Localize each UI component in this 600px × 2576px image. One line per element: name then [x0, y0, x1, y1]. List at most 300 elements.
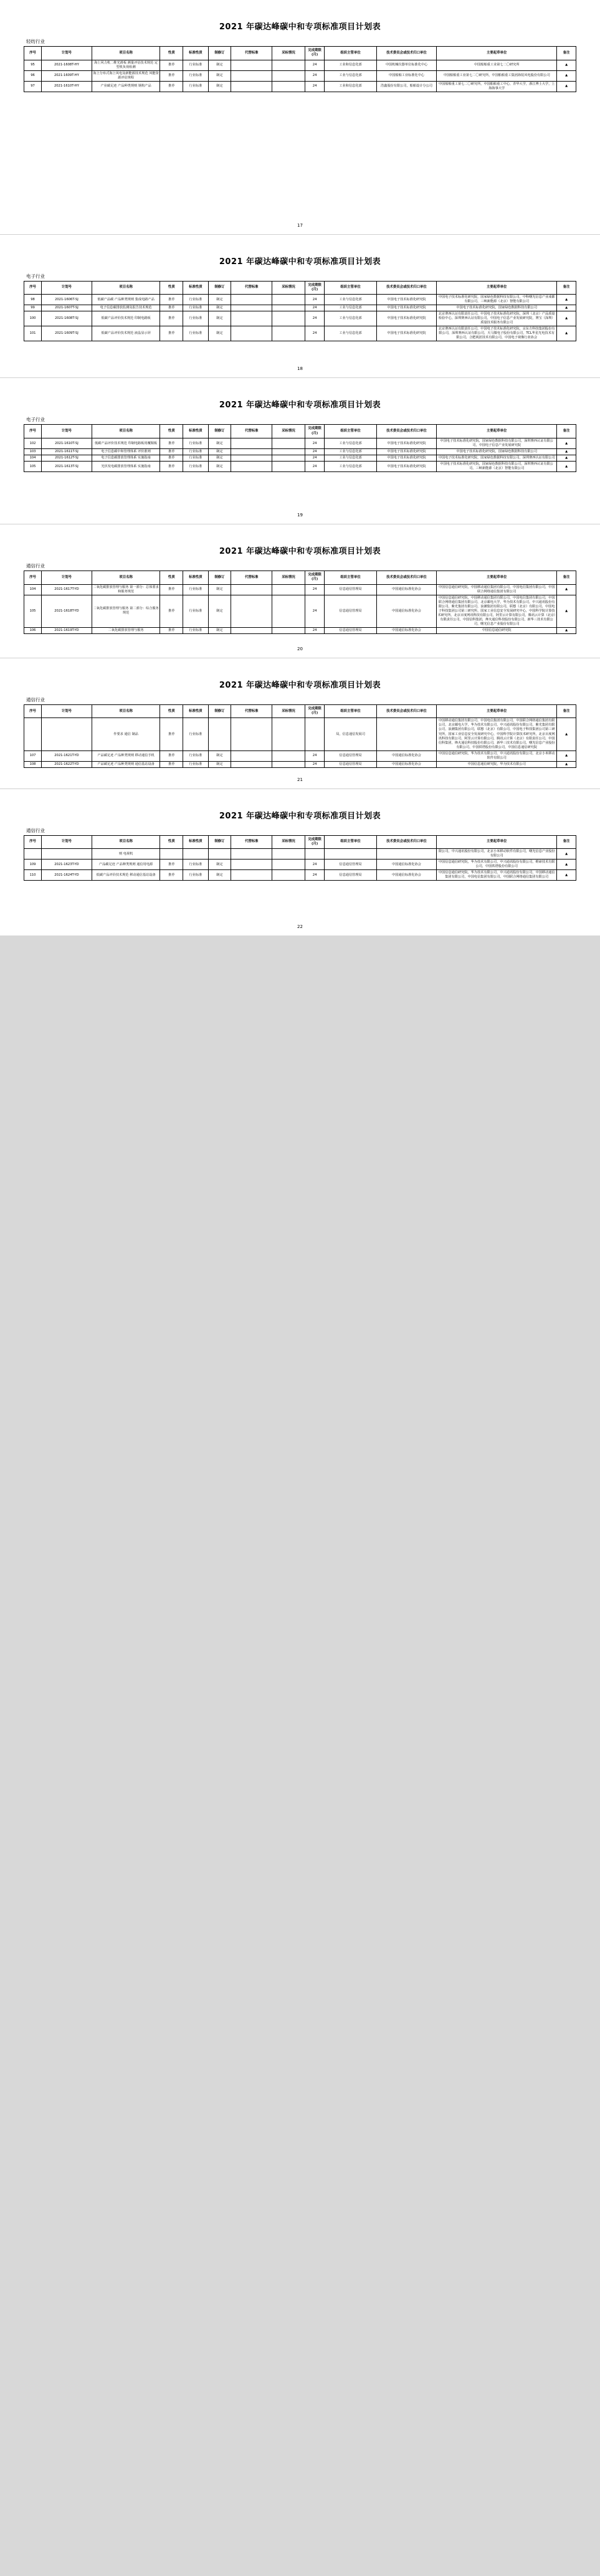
- page-title: 2021 年碳达峰碳中和专项标准项目计划表: [219, 547, 381, 557]
- column-header: 代替标准: [231, 835, 272, 849]
- cell-qixian: 24: [305, 81, 325, 92]
- document-page: [0, 658, 600, 788]
- cell-biaozhun: 行业标准: [183, 305, 208, 311]
- plan-table: [24, 424, 576, 472]
- cell-xingzhi: 推荐: [160, 70, 183, 81]
- cell-name: 电子信息碳排放管理体系 实施指南: [92, 455, 160, 462]
- cell-caibiao: [272, 455, 305, 462]
- cell-daiti: [231, 449, 272, 455]
- cell-name: 低碳产品评价技术规范 液晶显示屏: [92, 326, 160, 341]
- cell-qixian: 24: [305, 455, 325, 462]
- cell-beizhu: ▲: [557, 849, 576, 859]
- page-title: 2021 年碳达峰碳中和专项标准项目计划表: [219, 22, 381, 32]
- cell-xingzhi: 推荐: [160, 595, 183, 627]
- column-header: 标准性质: [183, 281, 208, 295]
- table-header-row: [24, 835, 576, 849]
- column-header: 技术委员会或技术归口单位: [376, 47, 436, 60]
- column-header: 标准性质: [183, 425, 208, 438]
- page-whitespace: [24, 92, 576, 217]
- page-title: 2021 年碳达峰碳中和专项标准项目计划表: [219, 257, 381, 267]
- sector-label: 电子行业: [26, 417, 45, 423]
- cell-qixian: 24: [305, 60, 325, 70]
- sector-label: 通信行业: [26, 827, 45, 833]
- cell-xingzhi: 推荐: [160, 449, 183, 455]
- cell-xingzhi: 推荐: [160, 584, 183, 595]
- cell-seq: 104: [24, 455, 42, 462]
- cell-seq: 96: [24, 70, 42, 81]
- cell-zhixiu: 制定: [208, 627, 231, 633]
- cell-beizhu: ▲: [557, 60, 576, 70]
- column-header: 主要起草单位: [437, 281, 557, 295]
- cell-seq: 102: [24, 438, 42, 449]
- cell-plan-no: 2021-1619T-YD: [42, 627, 92, 633]
- cell-zuzhi: 信息通信管理局: [325, 751, 376, 761]
- column-header: 主要起草单位: [437, 47, 557, 60]
- column-header: 采标情况: [272, 704, 305, 718]
- cell-qicao: 中国船舶重工业第七二〇研究所，中国船舶重工集团海装风电股份有限公司: [437, 70, 557, 81]
- table-row: [24, 70, 576, 81]
- cell-zuzhi: 工业与信息化部: [325, 326, 376, 341]
- plan-table: [24, 835, 576, 881]
- cell-plan-no: 2021-1609T-SJ: [42, 326, 92, 341]
- cell-qicao: 中国移动通信集团有限公司，中国电信集团有限公司，中国联合网络通信集团有限公司，北京邮电大学，华为技术有限公司，中兴通讯股份有限公司，紫光集团有限公司，浪潮集团有限公司，联想（北京）有限公司，中国电子科技集团公司第三研究所，国家工业信息安全发展研究中心，中国科学院计算技术研究所，北京百度网讯科技有限公司，阿里云计算有限公司，腾讯云计算（北京）有限责任公司，中国信科集团，烽火通信科技股份有限公司，新华三技术有限公司，曙光信息产业股份有限公司，中国铁塔股份有限公司，中国信息通信研究院: [437, 718, 557, 751]
- column-header: 组织主管单位: [325, 571, 376, 585]
- cell-xingzhi: 推荐: [160, 859, 183, 870]
- cell-plan-no: [42, 718, 92, 751]
- cell-seq: [24, 849, 42, 859]
- page-number: 20: [297, 646, 303, 651]
- cell-daiti: [231, 311, 272, 326]
- cell-qicao: 中国信息通信研究院，华为技术有限公司，中兴通讯股份有限公司，中国移动通信集团有限公司，中国电信集团有限公司，中国联合网络通信集团有限公司: [437, 870, 557, 881]
- cell-qixian: 24: [305, 311, 325, 326]
- cell-plan-no: 2021-1622T-YD: [42, 761, 92, 767]
- cell-daiti: [231, 462, 272, 472]
- cell-zuzhi: 工业与信息化部: [325, 295, 376, 305]
- table-row: [24, 326, 576, 341]
- cell-zhixiu: 制定: [208, 870, 231, 881]
- cell-seq: 98: [24, 295, 42, 305]
- column-header: 技术委员会或技术归口单位: [376, 835, 436, 849]
- cell-jishu: 中国通信标准化协会: [376, 859, 436, 870]
- cell-seq: 109: [24, 859, 42, 870]
- page-number: 18: [297, 366, 303, 372]
- cell-jishu: [376, 849, 436, 859]
- column-header: 标准性质: [183, 571, 208, 585]
- cell-seq: 104: [24, 584, 42, 595]
- cell-seq: 103: [24, 449, 42, 455]
- column-header: 性质: [160, 281, 183, 295]
- cell-caibiao: [272, 305, 305, 311]
- cell-seq: 110: [24, 870, 42, 881]
- cell-zuzhi: 工业与信息化部: [325, 449, 376, 455]
- cell-jishu: 中国电子技术标准化研究院: [376, 449, 436, 455]
- cell-jishu: 中国电子技术标准化研究院: [376, 438, 436, 449]
- cell-beizhu: ▲: [557, 595, 576, 627]
- document-page: [0, 234, 600, 378]
- cell-zuzhi: 工业与信息化部: [325, 70, 376, 81]
- cell-zuzhi: 工业与信息化部: [325, 438, 376, 449]
- column-header: 性质: [160, 571, 183, 585]
- cell-biaozhun: 行业标准: [183, 627, 208, 633]
- table-row: [24, 859, 576, 870]
- cell-plan-no: 2021-1623T-YD: [42, 859, 92, 870]
- cell-beizhu: ▲: [557, 718, 576, 751]
- column-header: 项目名称: [92, 835, 160, 849]
- cell-qicao: 中国信息通信研究院，华为技术有限公司: [437, 761, 557, 767]
- cell-seq: 106: [24, 627, 42, 633]
- cell-qixian: 24: [305, 751, 325, 761]
- cell-jishu: 中国通信标准化协会: [376, 870, 436, 881]
- column-header: 组织主管单位: [325, 281, 376, 295]
- cell-plan-no: 2021-1608T-HY: [42, 60, 92, 70]
- cell-qicao: 北京赛西认证有限责任公司，中国电子技术标准化研究院，深圳（北京）产品质量检验中心，深圳赛西认证有限公司，中国电子信息产业发展研究院，赛宝（深圳）质量技术服务有限公司: [437, 311, 557, 326]
- cell-zuzhi: 信息通信管理局: [325, 859, 376, 870]
- cell-caibiao: [272, 584, 305, 595]
- cell-plan-no: 2021-1618T-YD: [42, 595, 92, 627]
- cell-zhixiu: 制定: [208, 859, 231, 870]
- cell-jishu: 中国电子技术标准化研究院: [376, 326, 436, 341]
- cell-biaozhun: 行业标准: [183, 70, 208, 81]
- cell-jishu: 中国电子技术标准化研究院: [376, 311, 436, 326]
- cell-name: 二氧化碳排放管理与服务: [92, 627, 160, 633]
- cell-beizhu: ▲: [557, 326, 576, 341]
- column-header: 项目名称: [92, 47, 160, 60]
- column-header: 标准性质: [183, 47, 208, 60]
- cell-caibiao: [272, 60, 305, 70]
- column-header: 序号: [24, 704, 42, 718]
- column-header: 性质: [160, 425, 183, 438]
- table-row: [24, 718, 576, 751]
- cell-qixian: 24: [305, 595, 325, 627]
- table-header-row: [24, 281, 576, 295]
- cell-jishu: 中国电子技术标准化研究院: [376, 455, 436, 462]
- column-header: 序号: [24, 835, 42, 849]
- cell-biaozhun: 行业标准: [183, 295, 208, 305]
- column-header: 组织主管单位: [325, 47, 376, 60]
- table-row: [24, 81, 576, 92]
- column-header: 技术委员会或技术归口单位: [376, 704, 436, 718]
- cell-plan-no: 2021-1610T-HY: [42, 81, 92, 92]
- cell-name: 电子信息碳中和管理体系 评价准则: [92, 449, 160, 455]
- cell-zhixiu: 制定: [208, 438, 231, 449]
- page-number: 19: [297, 513, 303, 518]
- column-header: 采标情况: [272, 425, 305, 438]
- cell-name: 低碳产品碳 产品种类规则 集成电路产品: [92, 295, 160, 305]
- cell-xingzhi: 推荐: [160, 438, 183, 449]
- table-row: [24, 627, 576, 633]
- cell-jishu: 中国船舶工业标准化中心: [376, 70, 436, 81]
- column-header: 完成期限(月): [305, 47, 325, 60]
- cell-qicao: 中国电子技术标准化研究院，国家绿色数据科技有限公司: [437, 449, 557, 455]
- cell-zuzhi: 工业和信息化部: [325, 60, 376, 70]
- column-header: 代替标准: [231, 425, 272, 438]
- table-row: [24, 438, 576, 449]
- cell-xingzhi: 推荐: [160, 311, 183, 326]
- column-header: 技术委员会或技术归口单位: [376, 425, 436, 438]
- cell-biaozhun: 行业标准: [183, 455, 208, 462]
- page-number: 21: [297, 777, 303, 782]
- cell-biaozhun: 行业标准: [183, 462, 208, 472]
- cell-beizhu: ▲: [557, 761, 576, 767]
- cell-zuzhi: 工业和信息化部: [325, 81, 376, 92]
- cell-daiti: [231, 627, 272, 633]
- cell-qixian: 24: [305, 305, 325, 311]
- cell-qixian: 24: [305, 870, 325, 881]
- document-page: [0, 524, 600, 658]
- cell-zhixiu: 制定: [208, 60, 231, 70]
- column-header: 组织主管单位: [325, 835, 376, 849]
- cell-zuzhi: 局，信息通信发展司: [325, 718, 376, 751]
- cell-daiti: [231, 718, 272, 751]
- cell-jishu: 浩鑫股份有限公司，船舶设计分公司: [376, 81, 436, 92]
- table-row: [24, 751, 576, 761]
- cell-jishu: 中国电子技术标准化研究院: [376, 305, 436, 311]
- cell-qicao: 中国电子技术标准化研究院，国家绿色数据科技有限公司，深圳赛西认证有限公司，三峡新能源（北京）智能有限公司: [437, 462, 557, 472]
- cell-plan-no: 2021-1609T-HY: [42, 70, 92, 81]
- cell-name: 低碳产品评价技术规范 移动通信基站设备: [92, 870, 160, 881]
- cell-beizhu: ▲: [557, 455, 576, 462]
- column-header: 组织主管单位: [325, 704, 376, 718]
- table-row: [24, 449, 576, 455]
- cell-beizhu: ▲: [557, 311, 576, 326]
- cell-biaozhun: 行业标准: [183, 60, 208, 70]
- cell-biaozhun: 行业标准: [183, 761, 208, 767]
- cell-beizhu: ▲: [557, 627, 576, 633]
- table-header-row: [24, 47, 576, 60]
- column-header: 序号: [24, 571, 42, 585]
- cell-jishu: 中国电子技术标准化研究院: [376, 295, 436, 305]
- cell-beizhu: ▲: [557, 584, 576, 595]
- cell-qixian: 24: [305, 326, 325, 341]
- cell-xingzhi: 推荐: [160, 295, 183, 305]
- page-number: 22: [297, 924, 303, 930]
- cell-xingzhi: 推荐: [160, 81, 183, 92]
- cell-daiti: [231, 849, 272, 859]
- cell-qicao: 中国信息通信研究院，华为技术有限公司，中兴通讯股份有限公司，北京小米移动软件有限公司: [437, 751, 557, 761]
- cell-seq: [24, 718, 42, 751]
- cell-plan-no: 2021-1608T-SJ: [42, 311, 92, 326]
- cell-qicao: 限公司，中兴通讯股份有限公司，北京小米移动软件有限公司，曙光信息产业股份有限公司: [437, 849, 557, 859]
- column-header: 序号: [24, 425, 42, 438]
- cell-caibiao: [272, 326, 305, 341]
- cell-jishu: 中国通信标准化协会: [376, 761, 436, 767]
- cell-caibiao: [272, 627, 305, 633]
- cell-xingzhi: 推荐: [160, 718, 183, 751]
- cell-biaozhun: 行业标准: [183, 870, 208, 881]
- cell-qixian: 24: [305, 295, 325, 305]
- table-row: [24, 295, 576, 305]
- column-header: 计划号: [42, 704, 92, 718]
- cell-daiti: [231, 751, 272, 761]
- column-header: 代替标准: [231, 47, 272, 60]
- page-title: 2021 年碳达峰碳中和专项标准项目计划表: [219, 680, 381, 690]
- cell-jishu: 中国机械仪器单位标准化中心: [376, 60, 436, 70]
- cell-name: 产业碳足迹 产品种类规则 钢构产品: [92, 81, 160, 92]
- cell-qicao: 中国信息通信研究院，华为技术有限公司，中兴通讯股份有限公司，维谛技术有限公司，中国铁塔股份有限公司: [437, 859, 557, 870]
- document-page: [0, 0, 600, 234]
- column-header: 标准性质: [183, 704, 208, 718]
- cell-name: 海上分布式海上风电及新能源技术规范 风能资源评估规程: [92, 70, 160, 81]
- cell-biaozhun: 行业标准: [183, 449, 208, 455]
- page-number: 17: [297, 222, 303, 228]
- document-root: [0, 0, 600, 935]
- cell-biaozhun: 行业标准: [183, 751, 208, 761]
- cell-zhixiu: [208, 849, 231, 859]
- cell-name: 产品碳足迹 产品种类规则 移动通信手机: [92, 751, 160, 761]
- cell-plan-no: [42, 849, 92, 859]
- cell-biaozhun: 行业标准: [183, 584, 208, 595]
- cell-biaozhun: 行业标准: [183, 595, 208, 627]
- cell-biaozhun: 行业标准: [183, 859, 208, 870]
- cell-xingzhi: 推荐: [160, 60, 183, 70]
- cell-seq: 95: [24, 60, 42, 70]
- plan-table: [24, 46, 576, 92]
- column-header: 代替标准: [231, 281, 272, 295]
- cell-name: 海上风力机二维光滑板 测量评估技术规范 定型机负荷检测: [92, 60, 160, 70]
- cell-daiti: [231, 326, 272, 341]
- cell-zhixiu: 制定: [208, 305, 231, 311]
- cell-biaozhun: 行业标准: [183, 718, 208, 751]
- cell-beizhu: ▲: [557, 295, 576, 305]
- cell-zuzhi: 工业与信息化部: [325, 305, 376, 311]
- cell-qicao: 中国电子技术标准化研究院，国家绿色数据科技有限公司，深圳赛西认证有限公司，中国电子信息产业发展研究院: [437, 438, 557, 449]
- table-row: [24, 761, 576, 767]
- cell-seq: 99: [24, 305, 42, 311]
- cell-seq: 97: [24, 81, 42, 92]
- cell-zhixiu: 制定: [208, 81, 231, 92]
- cell-zhixiu: 制定: [208, 70, 231, 81]
- cell-daiti: [231, 70, 272, 81]
- cell-qicao: 中国电子技术标准化研究院，国家绿色数据科技有限公司，中科曙光信息产业成都有限公司，三峡新能源（北京）智能有限公司: [437, 295, 557, 305]
- column-header: 制修订: [208, 704, 231, 718]
- plan-table: [24, 571, 576, 634]
- document-page: [0, 788, 600, 936]
- cell-beizhu: ▲: [557, 462, 576, 472]
- cell-zhixiu: 制定: [208, 595, 231, 627]
- cell-daiti: [231, 859, 272, 870]
- cell-daiti: [231, 81, 272, 92]
- column-header: 主要起草单位: [437, 425, 557, 438]
- page-whitespace: [24, 768, 576, 771]
- plan-table: [24, 281, 576, 342]
- document-page: [0, 377, 600, 524]
- column-header: 计划号: [42, 281, 92, 295]
- column-header: 计划号: [42, 571, 92, 585]
- cell-xingzhi: 推荐: [160, 462, 183, 472]
- table-row: [24, 455, 576, 462]
- page-whitespace: [24, 341, 576, 360]
- cell-zuzhi: 信息通信管理局: [325, 870, 376, 881]
- column-header: 性质: [160, 704, 183, 718]
- column-header: 主要起草单位: [437, 835, 557, 849]
- column-header: 组织主管单位: [325, 425, 376, 438]
- cell-biaozhun: 行业标准: [183, 311, 208, 326]
- cell-zhixiu: 制定: [208, 751, 231, 761]
- table-row: [24, 584, 576, 595]
- cell-seq: 100: [24, 311, 42, 326]
- cell-zuzhi: 工业与信息化部: [325, 311, 376, 326]
- cell-name: 低碳产品评价技术规范 印制电路板: [92, 311, 160, 326]
- table-header-row: [24, 704, 576, 718]
- cell-xingzhi: 推荐: [160, 326, 183, 341]
- cell-zhixiu: 制定: [208, 462, 231, 472]
- cell-xingzhi: [160, 849, 183, 859]
- cell-zuzhi: 信息通信管理局: [325, 584, 376, 595]
- cell-biaozhun: 行业标准: [183, 438, 208, 449]
- cell-name: 二氧化碳排放管理与服务 第二部分：综合服务规范: [92, 595, 160, 627]
- cell-daiti: [231, 295, 272, 305]
- cell-plan-no: 2021-1612T-SJ: [42, 455, 92, 462]
- cell-qixian: 24: [305, 859, 325, 870]
- column-header: 代替标准: [231, 571, 272, 585]
- column-header: 计划号: [42, 47, 92, 60]
- cell-name: 低碳产品评价技术规范 印制电路板用覆铜板: [92, 438, 160, 449]
- column-header: 备注: [557, 425, 576, 438]
- table-row: [24, 462, 576, 472]
- cell-seq: 105: [24, 462, 42, 472]
- cell-zhixiu: 制定: [208, 584, 231, 595]
- cell-qixian: 24: [305, 70, 325, 81]
- sector-label: 通信行业: [26, 696, 45, 703]
- column-header: 完成期限(月): [305, 571, 325, 585]
- cell-name: 光伏发电碳排放管理体系 实施指南: [92, 462, 160, 472]
- column-header: 采标情况: [272, 281, 305, 295]
- cell-zuzhi: [325, 849, 376, 859]
- column-header: 技术委员会或技术归口单位: [376, 571, 436, 585]
- page-whitespace: [24, 881, 576, 918]
- cell-beizhu: ▲: [557, 70, 576, 81]
- cell-xingzhi: 推荐: [160, 870, 183, 881]
- cell-plan-no: 2021-1606T-SJ: [42, 295, 92, 305]
- column-header: 备注: [557, 571, 576, 585]
- column-header: 备注: [557, 47, 576, 60]
- cell-qicao: 中国电子技术标准化研究院，国家绿色数据科技有限公司，深圳赛西认证有限公司: [437, 455, 557, 462]
- cell-xingzhi: 推荐: [160, 455, 183, 462]
- cell-caibiao: [272, 761, 305, 767]
- cell-qixian: [305, 849, 325, 859]
- column-header: 性质: [160, 835, 183, 849]
- column-header: 项目名称: [92, 425, 160, 438]
- cell-qixian: [305, 718, 325, 751]
- cell-name: 则 电视机: [92, 849, 160, 859]
- column-header: 技术委员会或技术归口单位: [376, 281, 436, 295]
- cell-zuzhi: 信息通信管理局: [325, 761, 376, 767]
- column-header: 制修订: [208, 425, 231, 438]
- column-header: 采标情况: [272, 835, 305, 849]
- column-header: 项目名称: [92, 704, 160, 718]
- cell-daiti: [231, 761, 272, 767]
- cell-daiti: [231, 584, 272, 595]
- cell-jishu: [376, 718, 436, 751]
- cell-beizhu: ▲: [557, 81, 576, 92]
- cell-qixian: 24: [305, 438, 325, 449]
- table-row: [24, 311, 576, 326]
- cell-zhixiu: 制定: [208, 295, 231, 305]
- column-header: 完成期限(月): [305, 835, 325, 849]
- column-header: 计划号: [42, 425, 92, 438]
- column-header: 主要起草单位: [437, 571, 557, 585]
- cell-xingzhi: 推荐: [160, 751, 183, 761]
- table-row: [24, 849, 576, 859]
- column-header: 完成期限(月): [305, 281, 325, 295]
- column-header: 备注: [557, 835, 576, 849]
- column-header: 标准性质: [183, 835, 208, 849]
- cell-xingzhi: 推荐: [160, 627, 183, 633]
- cell-biaozhun: [183, 849, 208, 859]
- column-header: 备注: [557, 281, 576, 295]
- cell-qixian: 24: [305, 584, 325, 595]
- cell-zuzhi: 信息通信管理局: [325, 595, 376, 627]
